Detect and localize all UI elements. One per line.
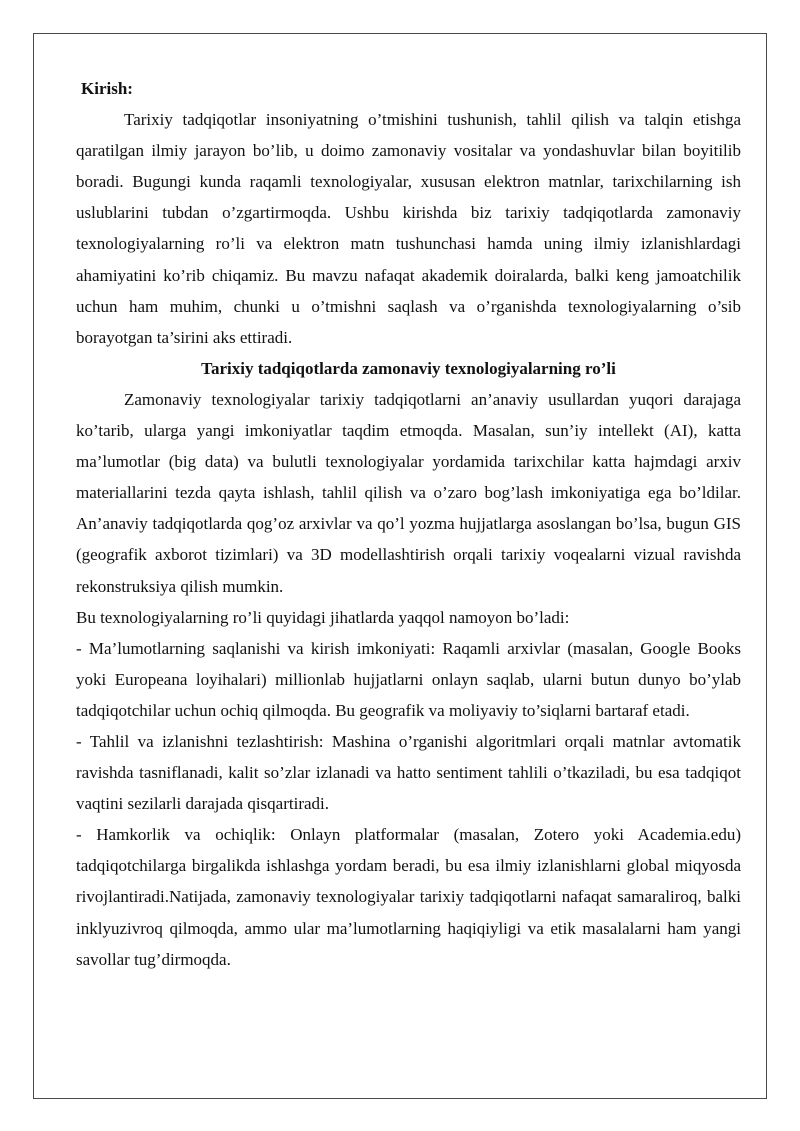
list-item: - Tahlil va izlanishni tezlashtirish: Mashina o’rganishi algoritmlari orqali matnlar avtomatik ravishda tasniflanadi, kalit so’zlar izlanadi va hatto sentiment tahlili o’tkaziladi, bu esa tadqiqot vaqtini sezilarli darajada qisqartiradi.: [76, 731, 741, 814]
list-item: - Hamkorlik va ochiqlik: Onlayn platformalar (masalan, Zotero yoki Academia.edu) tadqiqotchilarga birgalikda ishlashga yordam beradi, bu esa ilmiy izlanishlarni global miqyosda rivojlantiradi.Natijada, zamonaviy texnologiyalar tarixiy tadqiqotlarni nafaqat samaraliroq, balki inklyuzivroq qilmoqda, ammo ular ma’lumotlarning haqiqiyligi va etik masalalarni ham yangi savollar tug’dirmoqda.: [76, 825, 741, 969]
list-item: - Ma’lumotlarning saqlanishi va kirish imkoniyati: Raqamli arxivlar (masalan, Google Books yoki Europeana loyihalari) millionlab hujjatlarni onlayn saqlab, ularni butun dunyo bo’ylab tadqiqotchilar uchun ochiq qilmoqda. Bu geografik va moliyaviy to’siqlarni bartaraf etadi.: [76, 638, 741, 720]
intro-paragraph: Tarixiy tadqiqotlar insoniyatning o’tmishini tushunish, tahlil qilish va talqin etishga qaratilgan ilmiy jarayon bo’lib, u doimo zamonaviy vositalar va yondashuvlar bilan boyitilib boradi. Bugungi kunda raqamli texnologiyalar, xususan elektron matnlar, tarixchilarning ish uslublarini tubdan o’zgartirmoqda. Ushbu kirishda biz tarixiy tadqiqotlarda zamonaviy texnologiyalarning ro’li va elektron matn tushunchasi hamda uning ilmiy izlanishlardagi ahamiyatini ko’rib chiqamiz. Bu mavzu nafaqat akademik doiralarda, balki keng jamoatchilik uchun ham muhim, chunki u o’tmishni saqlash va o’rganishda texnologiyalarning o’sib borayotgan ta’sirini aks ettiradi.: [76, 110, 741, 347]
list-intro: Bu texnologiyalarning ro’li quyidagi jihatlarda yaqqol namoyon bo’ladi:: [76, 607, 570, 627]
document-body: [76, 73, 741, 975]
section-paragraph: Zamonaviy texnologiyalar tarixiy tadqiqotlarni an’anaviy usullardan yuqori darajaga ko’tarib, ularga yangi imkoniyatlar taqdim etmoqda. Masalan, sun’iy intellekt (AI), katta ma’lumotlar (big data) va bulutli texnologiyalar yordamida tarixchilar katta hajmdagi arxiv materiallarini tezda qayta ishlash, tahlil qilish va o’zaro bog’lash imkoniyatiga ega bo’ldilar. An’anaviy tadqiqotlarda qog’oz arxivlar va qo’l yozma hujjatlarga asoslangan bo’lsa, bugun GIS (geografik axborot tizimlari) va 3D modellashtirish orqali tarixiy voqealarni vizual ravishda rekonstruksiya qilish mumkin.: [76, 389, 741, 596]
heading-kirish: Kirish:: [81, 79, 133, 98]
section-title: Tarixiy tadqiqotlarda zamonaviy texnologiyalarning ro’li: [201, 358, 616, 378]
